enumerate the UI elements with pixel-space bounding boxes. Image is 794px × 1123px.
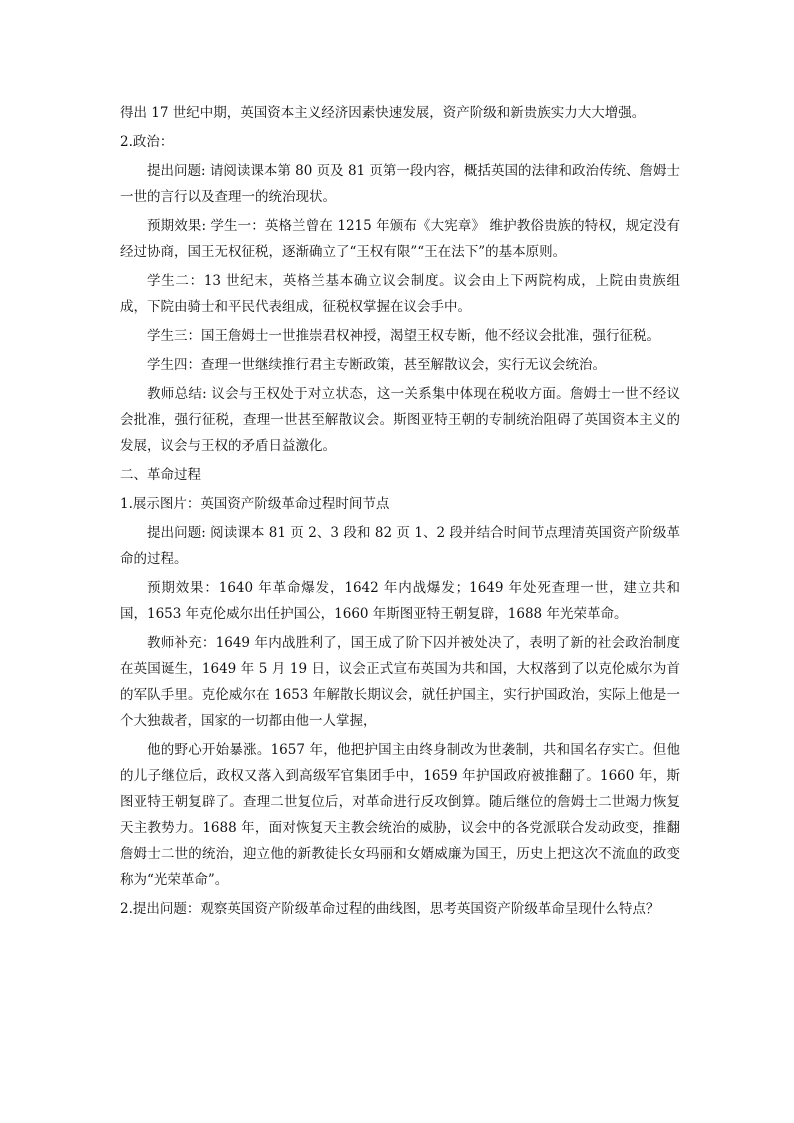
paragraph-glorious-revolution: 他的野心开始暴涨。1657 年，他把护国主由终身制改为世袭制，共和国名存实亡。但他的儿子继位后，政权又落入到高级军官集团手中，1659 年护国政府被推翻了。1660 年，斯图亚特王朝复辟了。查理二世复位后，对革命进行反攻倒算。随后继位的詹姆士二世竭力恢复天主教势力。1688 年，面对恢复天主教会统治的威胁，议会中的各党派联合发动政变，推翻詹姆士二世的统治，迎立他的新教徒长女玛丽和女婿威廉为国王，历史上把这次不流血的政变称为“光荣革命”。 xyxy=(120,742,680,888)
paragraph-teacher-supplement: 教师补充：1649 年内战胜利了，国王成了阶下囚并被处决了，表明了新的社会政治制度在英国诞生，1649 年 5 月 19 日，议会正式宣布英国为共和国，大权落到了以克伦威尔为首的军队手里。克伦威尔在 1653 年解散长期议会，就任护国主，实行护国政治，实际上他是一个大独裁者，国家的一切都由他一人掌握， xyxy=(120,635,680,729)
paragraph-student-two: 学生二：13 世纪末，英格兰基本确立议会制度。议会由上下两院构成，上院由贵族组成，下院由骑士和平民代表组成，征税权掌握在议会手中。 xyxy=(120,273,680,315)
item-show-picture: 1.展示图片：英国资产阶级革命过程时间节点 xyxy=(120,496,390,512)
paragraph-question-politics: 提出问题: 请阅读课本第 80 页及 81 页第一段内容，概括英国的法律和政治传统、詹姆士一世的言行以及查理一的统治现状。 xyxy=(120,163,680,205)
paragraph-student-three: 学生三：国王詹姆士一世推崇君权神授，渴望王权专断，他不经议会批准，强行征税。 xyxy=(147,328,660,344)
section-heading-politics: 2.政治： xyxy=(120,134,174,150)
paragraph-economy-conclusion: 得出 17 世纪中期，英国资本主义经济因素快速发展，资产阶级和新贵族实力大大增强。 xyxy=(120,105,646,121)
item-question-curve: 2.提出问题：观察英国资产阶级革命过程的曲线图，思考英国资产阶级革命呈现什么特点？ xyxy=(120,901,660,917)
paragraph-teacher-summary: 教师总结: 议会与王权处于对立状态，这一关系集中体现在税收方面。詹姆士一世不经议会批准，强行征税，查理一世甚至解散议会。斯图亚特王朝的专制统治阻碍了英国资本主义的发展，议会与王权的矛盾日益激化。 xyxy=(120,386,680,454)
paragraph-student-four: 学生四：查理一世继续推行君主专断政策，甚至解散议会，实行无议会统治。 xyxy=(147,357,606,373)
paragraph-expected-effect: 预期效果：1640 年革命爆发，1642 年内战爆发；1649 年处死查理一世，建立共和国，1653 年克伦威尔出任护国公，1660 年斯图亚特王朝复辟，1688 年光荣革命。 xyxy=(120,580,680,622)
paragraph-question-revolution: 提出问题: 阅读课本 81 页 2、3 段和 82 页 1、2 段并结合时间节点理清英国资产阶级革命的过程。 xyxy=(120,525,680,567)
section-heading-revolution-process: 二、革命过程 xyxy=(120,467,201,483)
paragraph-student-one: 预期效果: 学生一：英格兰曾在 1215 年颁布《大宪章》 维护教俗贵族的特权，规定没有经过协商，国王无权征税，逐渐确立了“王权有限”“王在法下”的基本原则。 xyxy=(120,218,680,260)
document-page xyxy=(120,100,680,925)
